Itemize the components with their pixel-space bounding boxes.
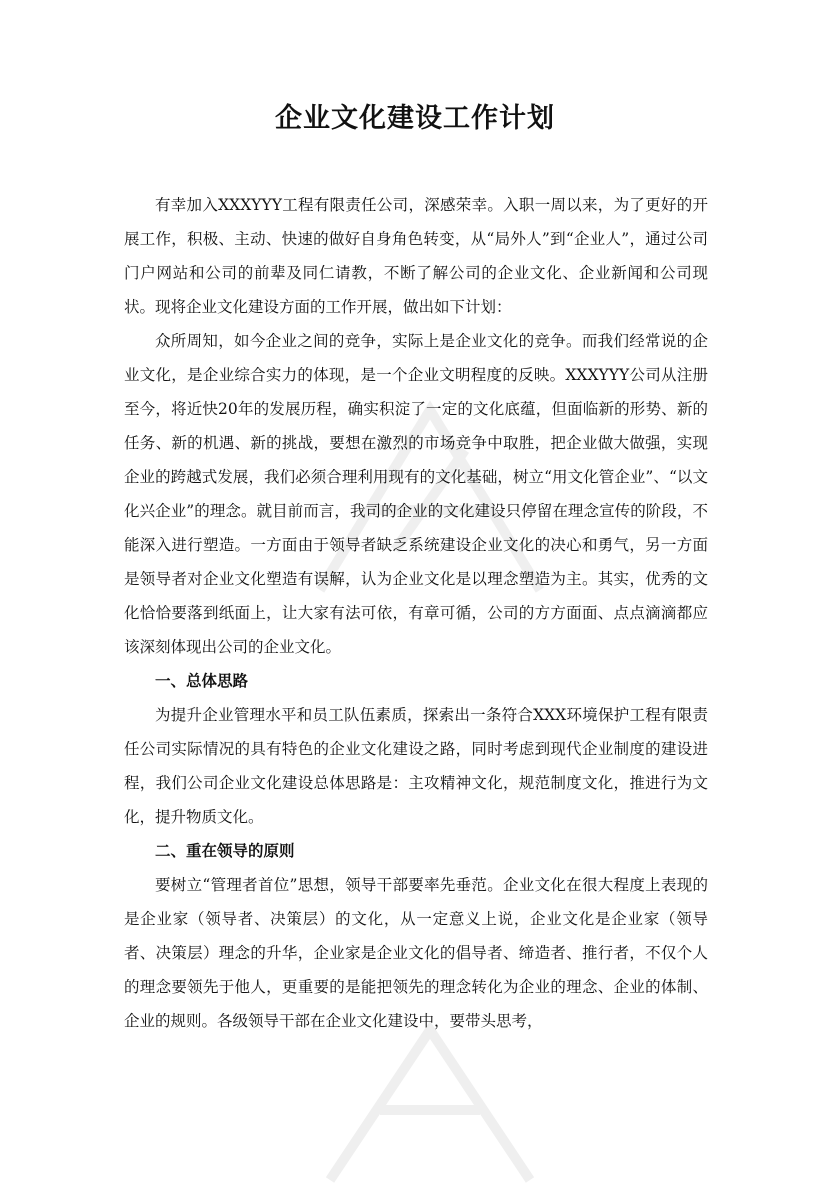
paragraph-background: 众所周知，如今企业之间的竞争，实际上是企业文化的竞争。而我们经常说的企业文化，是企业综合实力的体现，是一个企业文明程度的反映。XXXYYY公司从注册至今，将近快20年的发展历程，确实积淀了一定的文化底蕴，但面临新的形势、新的任务、新的机遇、新的挑战，要想在激烈的市场竞争中取胜，把企业做大做强，实现企业的跨越式发展，我们必须合理利用现有的文化基础，树立“用文化管企业”、“以文化兴企业”的理念。就目前而言，我司的企业的文化建设只停留在理念宣传的阶段，不能深入进行塑造。一方面由于领导者缺乏系统建设企业文化的决心和勇气，另一方面是领导者对企业文化塑造有误解，认为企业文化是以理念塑造为主。其实，优秀的文化恰恰要落到纸面上，让大家有法可依，有章可循，公司的方方面面、点点滴滴都应该深刻体现出公司的企业文化。 (124, 332, 708, 656)
document-title: 企业文化建设工作计划 (275, 103, 555, 134)
section-heading-overall-approach: 一、总体思路 (155, 672, 249, 690)
paragraph-intro: 有幸加入XXXYYY工程有限责任公司，深感荣幸。入职一周以来，为了更好的开展工作，积极、主动、快速的做好自身角色转变，从“局外人”到“企业人”，通过公司门户网站和公司的前辈及同仁请教，不断了解公司的企业文化、企业新闻和公司现状。现将企业文化建设方面的工作开展，做出如下计划： (124, 196, 708, 316)
document-body (124, 188, 708, 1038)
section-heading-leadership-principle: 二、重在领导的原则 (155, 842, 295, 860)
section-text-overall-approach: 为提升企业管理水平和员工队伍素质，探索出一条符合XXX环境保护工程有限责任公司实际情况的具有特色的企业文化建设之路，同时考虑到现代企业制度的建设进程，我们公司企业文化建设总体思路是：主攻精神文化，规范制度文化，推进行为文化，提升物质文化。 (124, 706, 708, 826)
section-text-leadership-principle: 要树立“管理者首位”思想，领导干部要率先垂范。企业文化在很大程度上表现的是企业家（领导者、决策层）的文化，从一定意义上说，企业文化是企业家（领导者、决策层）理念的升华，企业家是企业文化的倡导者、缔造者、推行者，不仅个人的理念要领先于他人，更重要的是能把领先的理念转化为企业的理念、企业的体制、企业的规则。各级领导干部在企业文化建设中，要带头思考， (124, 876, 708, 1030)
